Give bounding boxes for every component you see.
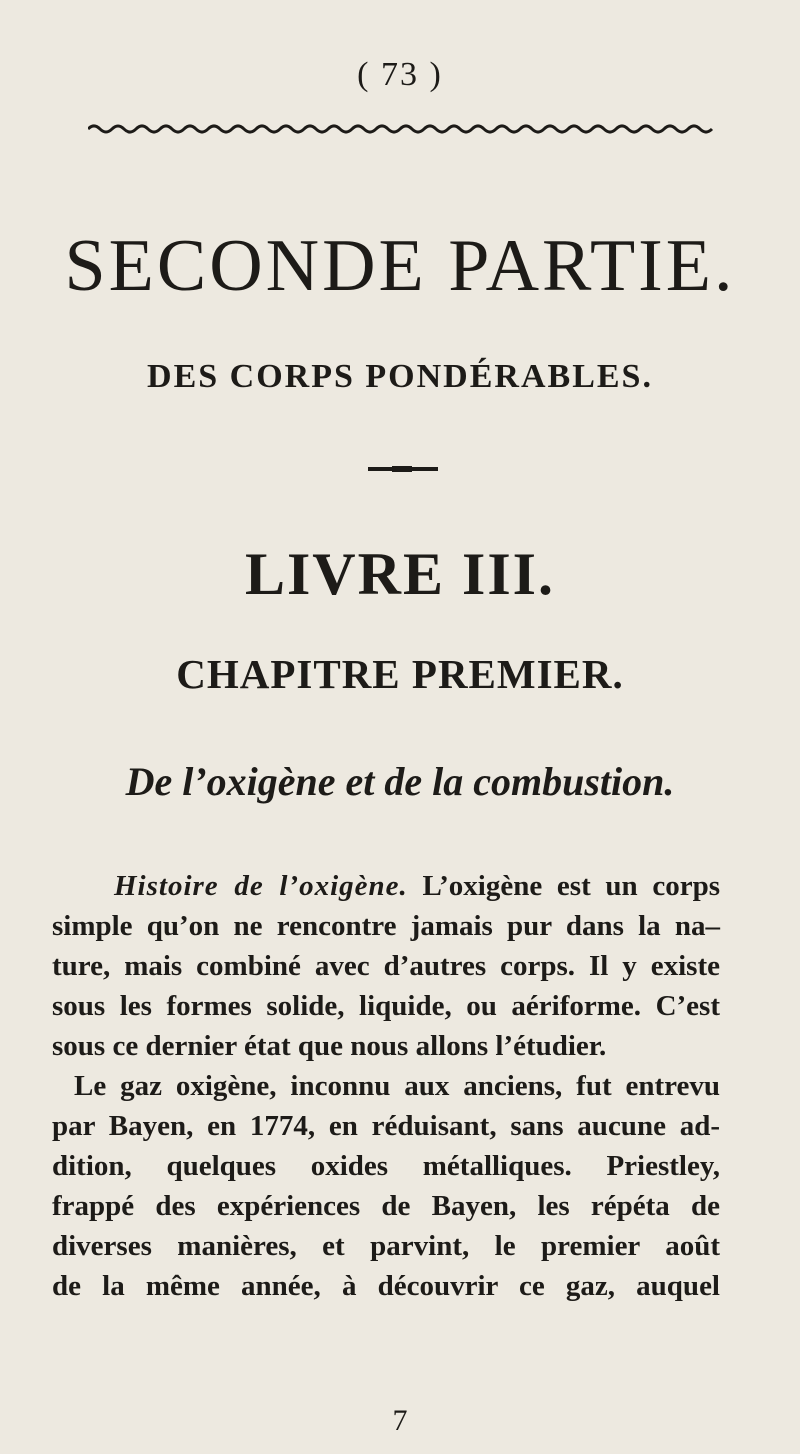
body-paragraph bbox=[52, 866, 721, 1306]
text-line: simple qu’on ne rencontre jamais pur dans la na– bbox=[52, 910, 720, 942]
text-line: de la même année, à découvrir ce gaz, auquel bbox=[52, 1270, 720, 1302]
text-line: ture, mais combiné avec d’autres corps. Il y existe bbox=[52, 950, 720, 982]
text-line bbox=[114, 866, 720, 906]
text-line: diverses manières, et parvint, le premier août bbox=[52, 1230, 720, 1262]
text-line: Le gaz oxigène, inconnu aux anciens, fut entrevu bbox=[74, 1070, 720, 1102]
ornamental-rule bbox=[88, 122, 716, 136]
divider-rule bbox=[368, 466, 438, 472]
section-title: De l’oxigène et de la combustion. bbox=[125, 759, 675, 804]
page-number: ( 73 ) bbox=[357, 56, 443, 93]
chapter-title: CHAPITRE PREMIER. bbox=[176, 651, 624, 697]
text-line: sous ce dernier état que nous allons l’étudier. bbox=[52, 1030, 607, 1062]
text-line: dition, quelques oxides métalliques. Priestley, bbox=[52, 1150, 720, 1182]
paragraph-lead: Histoire de l’oxigène. bbox=[114, 870, 408, 902]
text-line: sous les formes solide, liquide, ou aériforme. C’est bbox=[52, 990, 720, 1022]
book-title: LIVRE III. bbox=[244, 541, 556, 607]
text-fragment: L’oxigène est un corps bbox=[407, 870, 721, 902]
text-line: par Bayen, en 1774, en réduisant, sans aucune ad- bbox=[52, 1110, 720, 1142]
section-subtitle: DES CORPS PONDÉRABLES. bbox=[147, 358, 653, 395]
signature-mark: 7 bbox=[392, 1404, 408, 1437]
text-line: frappé des expériences de Bayen, les répéta de bbox=[52, 1190, 720, 1222]
part-title: SECONDE PARTIE. bbox=[64, 225, 736, 307]
